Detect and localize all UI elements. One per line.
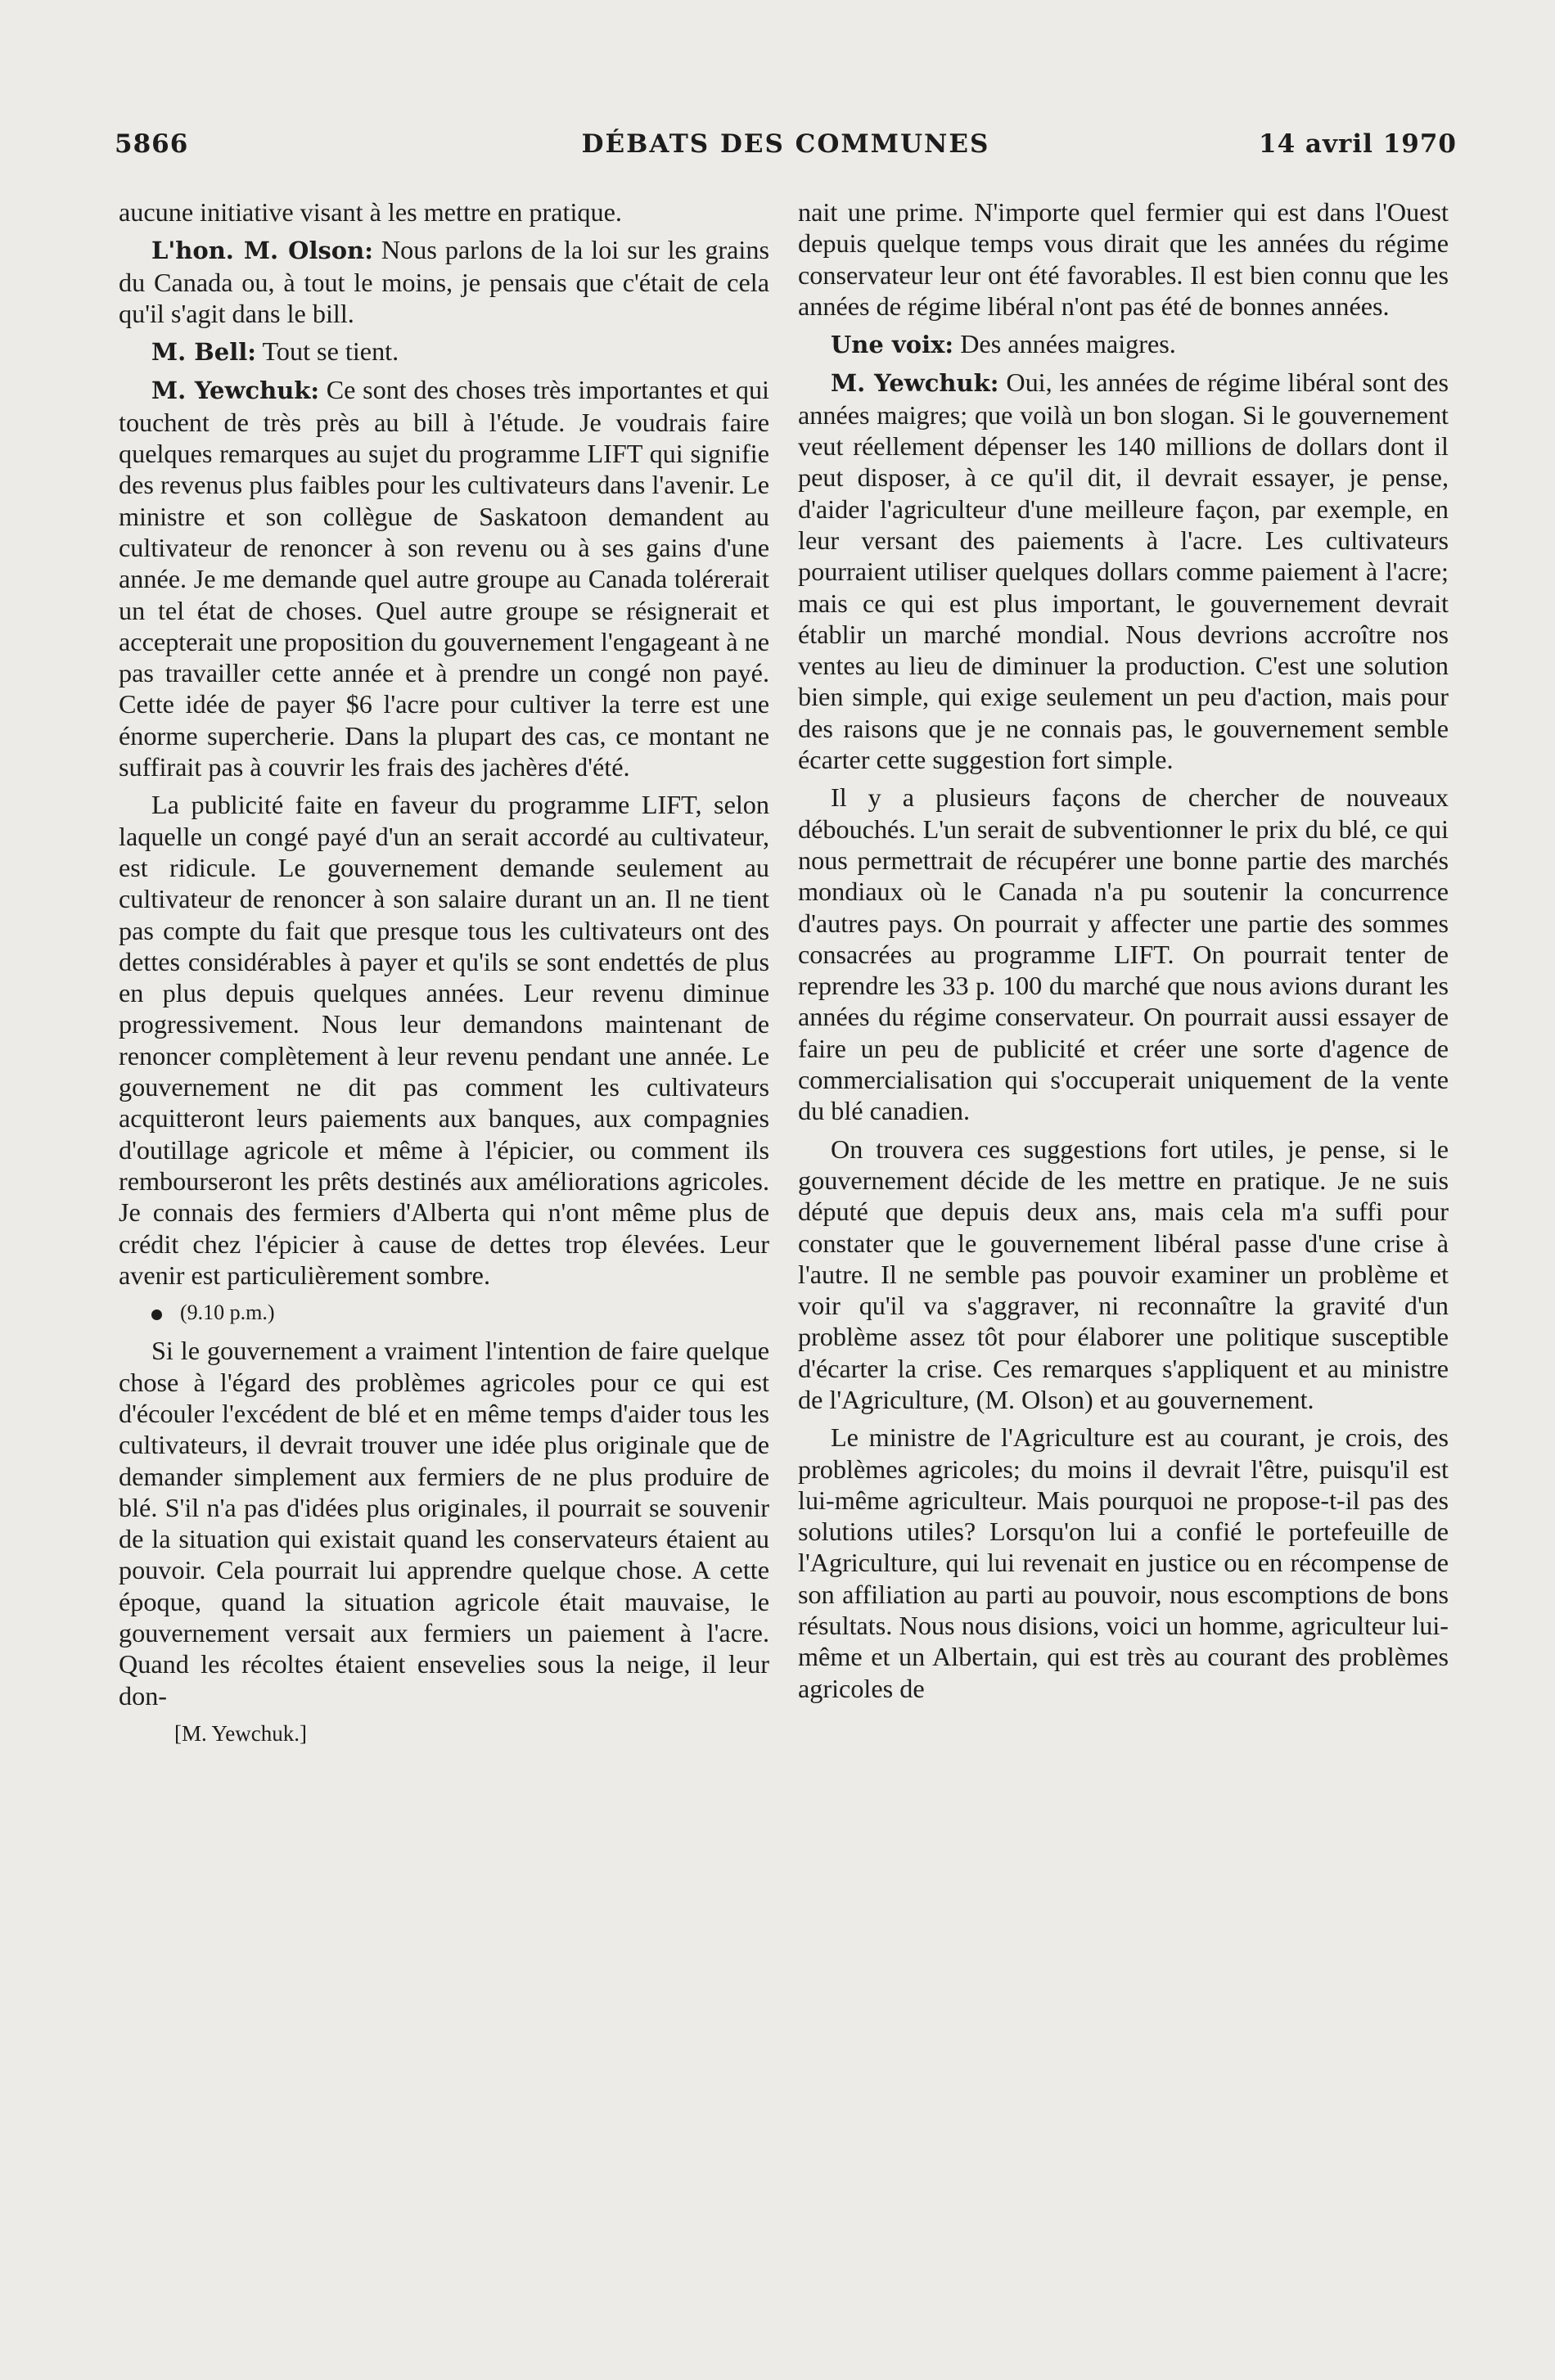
speech-text: Tout se tient.	[256, 336, 399, 367]
paragraph	[119, 234, 769, 329]
speaker-name: M. Bell:	[151, 338, 256, 367]
paragraph: Si le gouvernement a vraiment l'intention de faire quelque chose à l'égard des problèmes agricoles pour ce qui est d'écouler l'excédent de blé et en même temps d'aider tous les cultivateurs, il devrait trouver une idée plus originale que de demander simplement aux fermiers de ne plus produire de blé. S'il n'a pas d'idées plus originales, il pourrait se souvenir de la situation qui existait quand les conservateurs étaient au pouvoir. Cela pourrait lui apprendre quelque chose. A cette époque, quand la situation agricole était mauvaise, le gouvernement versait aux fermiers un paiement à l'acre. Quand les récoltes étaient ensevelies sous la neige, il leur don-	[119, 1336, 769, 1711]
paragraph: La publicité faite en faveur du programme LIFT, selon laquelle un congé payé d'un an serait accordé au cultivateur, est ridicule. Le gouvernement demande seulement au cultivateur de renoncer à son salaire durant un an. Il ne tient pas compte du fait que presque tous les cultivateurs ont des dettes considérables à payer et qu'ils se sont endettés de plus en plus depuis quelques années. Leur revenu diminue progressivement. Nous leur demandons maintenant de renoncer complètement à leur revenu pendant une année. Le gouvernement ne dit pas comment les cultivateurs acquitteront leurs paiements aux banques, aux compagnies d'outillage agricole et même à l'épicier, ou comment ils rembourseront les prêts destinés aux améliorations agricoles. Je connais des fermiers d'Alberta qui n'ont même plus de crédit chez l'épicier à cause de dettes trop élevées. Leur avenir est particulièrement sombre.	[119, 790, 769, 1290]
paragraph: Il y a plusieurs façons de chercher de nouveaux débouchés. L'un serait de subventionner le prix du blé, ce qui nous permettrait de récupérer une bonne partie des marchés mondiaux où le Canada n'a pu soutenir la concurrence d'autres pays. On pourrait y affecter une partie des sommes consacrées au programme LIFT. On pourrait tenter de reprendre les 33 p. 100 du marché que nous avions durant les années du régime conservateur. On pourrait aussi essayer de faire un peu de publicité et créer une sorte d'agence de commercialisation qui s'occuperait uniquement de la vente du blé canadien.	[798, 782, 1449, 1126]
speech-text: Oui, les années de régime libéral sont des années maigres; que voilà un bon slogan. Si le gouvernement veut réellement dépenser les 140 millions de dollars dont il peut disposer, à ce qu'il dit, il devrait essayer, je pense, d'aider l'agriculteur d'une meilleure façon, par exemple, en leur versant des paiements à l'acre. Les cultivateurs pourraient utiliser quelques dollars comme paiement à l'acre; mais ce qui est plus important, le gouvernement devrait établir un marché mondial. Nous devrions accroître nos ventes au lieu de diminuer la production. C'est une solution bien simple, qui exige seulement un peu d'action, mais pour des raisons que je ne connais pas, le gouvernement semble écarter cette suggestion fort simple.	[798, 367, 1449, 775]
page-number: 5866	[115, 129, 189, 159]
page-header	[115, 129, 1457, 170]
paragraph: Le ministre de l'Agriculture est au courant, je crois, des problèmes agricoles; du moins il devrait l'être, puisqu'il est lui-même agriculteur. Mais pourquoi ne propose-t-il pas des solutions utiles? Lorsqu'on lui a confié le portefeuille de l'Agriculture, qui lui revenait en justice ou en récompense de son affiliation au parti au pouvoir, nous escomptions de bons résultats. Nous nous disions, voici un homme, agriculteur lui-même et un Albertain, qui est très au courant des problèmes agricoles de	[798, 1422, 1449, 1703]
right-column	[798, 196, 1449, 1711]
speaker-footer: [M. Yewchuk.]	[174, 1720, 307, 1746]
paragraph	[798, 328, 1449, 360]
paragraph	[119, 336, 769, 367]
page-date: 14 avril 1970	[1259, 129, 1457, 159]
speech-text: Des années maigres.	[953, 329, 1176, 359]
paragraph	[798, 367, 1449, 775]
paragraph: nait une prime. N'importe quel fermier qui est dans l'Ouest depuis quelque temps vous dirait que les années du régime conservateur leur ont été favorables. Il est bien connu que les années de régime libéral n'ont pas été de bonnes années.	[798, 197, 1449, 321]
paragraph: aucune initiative visant à les mettre en pratique.	[119, 197, 622, 227]
paragraph	[119, 374, 769, 782]
speaker-name: Une voix:	[831, 331, 954, 359]
left-column	[119, 196, 769, 1756]
paragraph: On trouvera ces suggestions fort utiles, je pense, si le gouvernement décide de les mettre en pratique. Je ne suis député que depuis deux ans, mais cela m'a suffi pour constater que le gouvernement libéral passe d'une crise à l'autre. Il ne semble pas pouvoir examiner un problème et voir qu'il va s'aggraver, ni reconnaître la gravité d'un problème assez tôt pour élaborer une politique susceptible d'écarter la crise. Ces remarques s'appliquent et au ministre de l'Agriculture, (M. Olson) et au gouvernement.	[798, 1134, 1449, 1414]
speaker-name: M. Yewchuk:	[831, 369, 999, 398]
page-title: DÉBATS DES COMMUNES	[581, 129, 990, 159]
speech-text: Nous parlons de la loi sur les grains du Canada ou, à tout le moins, je pensais que c'était de cela qu'il s'agit dans le bill.	[119, 235, 769, 328]
speaker-name: M. Yewchuk:	[151, 376, 320, 405]
time-marker	[119, 1297, 769, 1328]
speech-text: Ce sont des choses très importantes et qui touchent de très près au bill à l'étude. Je voudrais faire quelques remarques au sujet du programme LIFT qui signifie des revenus plus faibles pour les cultivateurs dans l'avenir. Le ministre et son collègue de Saskatoon demandent au cultivateur de renoncer à son revenu ou à ses gains d'une année. Je me demande quel autre groupe au Canada tolérerait un tel état de choses. Quel autre groupe se résignerait et accepterait une proposition du gouvernement l'engageant à ne pas travailler cette année et à prendre un congé non payé. Cette idée de payer $6 l'acre pour cultiver la terre est une énorme supercherie. Dans la plupart des cas, ce montant ne suffirait pas à couvrir les frais des jachères d'été.	[119, 375, 769, 782]
time-text: (9.10 p.m.)	[180, 1300, 275, 1325]
speaker-name: L'hon. M. Olson:	[151, 237, 373, 265]
bullet-icon	[151, 1309, 162, 1320]
